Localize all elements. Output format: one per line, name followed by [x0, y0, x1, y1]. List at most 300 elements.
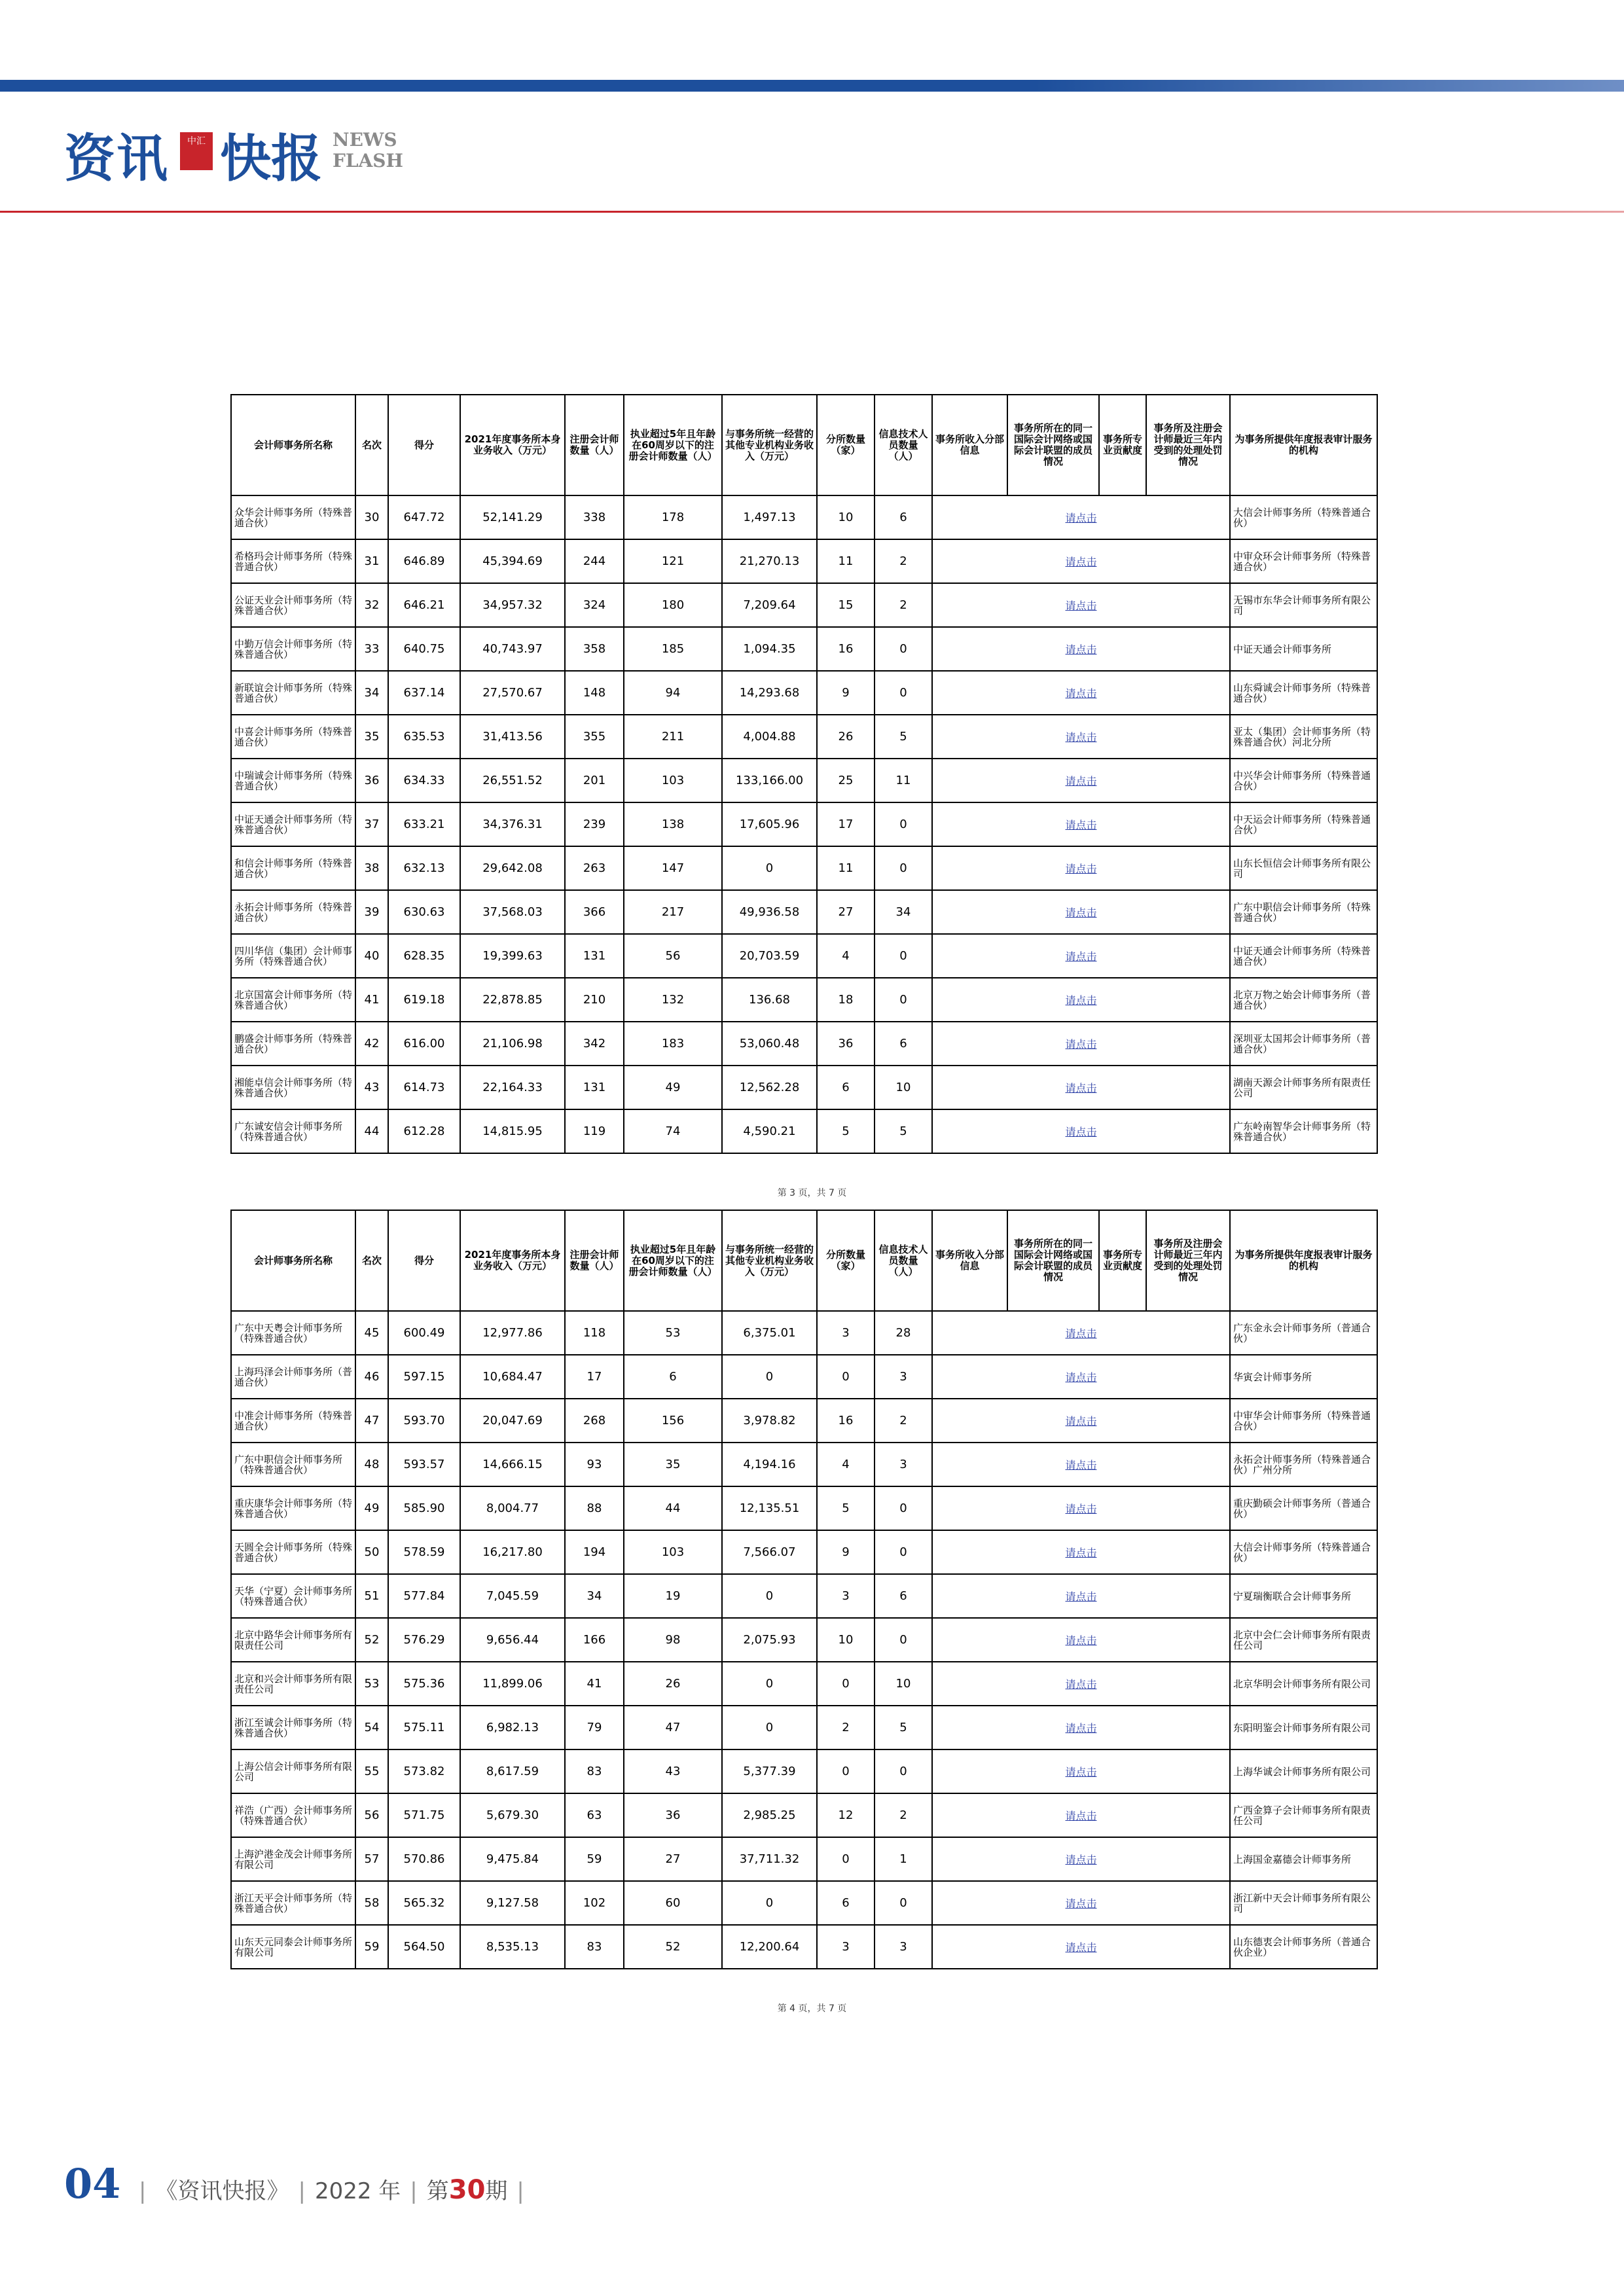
revenue-cell: 9,127.58: [460, 1881, 565, 1925]
score-cell: 619.18: [388, 978, 460, 1022]
cpa-count-cell: 34: [565, 1574, 624, 1618]
auditor-cell: 中证天通会计师事务所: [1230, 627, 1377, 671]
rank-cell: 51: [355, 1574, 388, 1618]
footer-issue-info: | 《资讯快报》 | 2022 年 | 第30期 |: [139, 2175, 524, 2205]
auditor-cell: 东阳明鉴会计师事务所有限公司: [1230, 1706, 1377, 1749]
cpa-count-cell: 102: [565, 1881, 624, 1925]
rank-cell: 50: [355, 1530, 388, 1574]
column-header: 事务所收入分部信息: [932, 395, 1007, 495]
table-row: [231, 671, 1377, 715]
branch-count-cell: 0: [817, 1355, 875, 1399]
affiliate-revenue-cell: 0: [722, 1355, 817, 1399]
senior-cpa-count-cell: 36: [624, 1793, 722, 1837]
branch-count-cell: 16: [817, 1399, 875, 1443]
cpa-count-cell: 268: [565, 1399, 624, 1443]
senior-cpa-count-cell: 147: [624, 846, 722, 890]
column-header: 2021年度事务所本身业务收入（万元）: [460, 395, 565, 495]
affiliate-revenue-cell: 2,075.93: [722, 1618, 817, 1662]
cpa-count-cell: 131: [565, 934, 624, 978]
details-link[interactable]: 请点击: [932, 583, 1230, 627]
affiliate-revenue-cell: 14,293.68: [722, 671, 817, 715]
score-cell: 576.29: [388, 1618, 460, 1662]
senior-cpa-count-cell: 19: [624, 1574, 722, 1618]
score-cell: 634.33: [388, 759, 460, 802]
score-cell: 612.28: [388, 1109, 460, 1153]
table-row: [231, 1066, 1377, 1109]
firm-name-cell: 上海沪港金茂会计师事务所有限公司: [231, 1837, 355, 1881]
firm-name-cell: 中喜会计师事务所（特殊普通合伙）: [231, 715, 355, 759]
cpa-count-cell: 93: [565, 1443, 624, 1486]
branch-count-cell: 3: [817, 1311, 875, 1355]
revenue-cell: 22,164.33: [460, 1066, 565, 1109]
senior-cpa-count-cell: 35: [624, 1443, 722, 1486]
column-header: 分所数量（家）: [817, 395, 875, 495]
it-staff-count-cell: 0: [875, 802, 932, 846]
rank-cell: 38: [355, 846, 388, 890]
details-link[interactable]: 请点击: [932, 802, 1230, 846]
table-row: [231, 1618, 1377, 1662]
score-cell: 600.49: [388, 1311, 460, 1355]
column-header: 执业超过5年且年龄在60周岁以下的注册会计师数量（人）: [624, 1210, 722, 1311]
revenue-cell: 21,106.98: [460, 1022, 565, 1066]
column-header: 事务所所在的同一国际会计网络或国际会计联盟的成员情况: [1007, 1210, 1099, 1311]
auditor-cell: 山东长恒信会计师事务所有限公司: [1230, 846, 1377, 890]
cpa-count-cell: 324: [565, 583, 624, 627]
firm-name-cell: 北京国富会计师事务所（特殊普通合伙）: [231, 978, 355, 1022]
it-staff-count-cell: 0: [875, 1486, 932, 1530]
firm-name-cell: 中证天通会计师事务所（特殊普通合伙）: [231, 802, 355, 846]
column-header: 为事务所提供年度报表审计服务的机构: [1230, 1210, 1377, 1311]
cpa-count-cell: 210: [565, 978, 624, 1022]
auditor-cell: 广西金算子会计师事务所有限责任公司: [1230, 1793, 1377, 1837]
senior-cpa-count-cell: 53: [624, 1311, 722, 1355]
senior-cpa-count-cell: 183: [624, 1022, 722, 1066]
column-header: 得分: [388, 395, 460, 495]
senior-cpa-count-cell: 43: [624, 1749, 722, 1793]
score-cell: 632.13: [388, 846, 460, 890]
details-link[interactable]: 请点击: [932, 1022, 1230, 1066]
senior-cpa-count-cell: 156: [624, 1399, 722, 1443]
revenue-cell: 16,217.80: [460, 1530, 565, 1574]
revenue-cell: 8,617.59: [460, 1749, 565, 1793]
brand-title-right: 快报: [220, 129, 323, 188]
affiliate-revenue-cell: 1,497.13: [722, 495, 817, 539]
senior-cpa-count-cell: 27: [624, 1837, 722, 1881]
column-header: 事务所专业贡献度: [1099, 395, 1146, 495]
auditor-cell: 宁夏瑞衡联合会计师事务所: [1230, 1574, 1377, 1618]
revenue-cell: 52,141.29: [460, 495, 565, 539]
score-cell: 578.59: [388, 1530, 460, 1574]
table-row: [231, 495, 1377, 539]
table-row: [231, 934, 1377, 978]
auditor-cell: 上海华诚会计师事务所有限公司: [1230, 1749, 1377, 1793]
senior-cpa-count-cell: 60: [624, 1881, 722, 1925]
affiliate-revenue-cell: 4,194.16: [722, 1443, 817, 1486]
details-link[interactable]: 请点击: [932, 934, 1230, 978]
branch-count-cell: 0: [817, 1662, 875, 1706]
rank-cell: 44: [355, 1109, 388, 1153]
firm-name-cell: 中勤万信会计师事务所（特殊普通合伙）: [231, 627, 355, 671]
revenue-cell: 11,899.06: [460, 1662, 565, 1706]
score-cell: 647.72: [388, 495, 460, 539]
details-link[interactable]: 请点击: [932, 1706, 1230, 1749]
rank-cell: 45: [355, 1311, 388, 1355]
table-row: [231, 1311, 1377, 1355]
affiliate-revenue-cell: 12,200.64: [722, 1925, 817, 1969]
firm-ranking-table-page-4: [230, 1210, 1378, 1969]
it-staff-count-cell: 0: [875, 1881, 932, 1925]
rank-cell: 39: [355, 890, 388, 934]
senior-cpa-count-cell: 217: [624, 890, 722, 934]
cpa-count-cell: 366: [565, 890, 624, 934]
rank-cell: 48: [355, 1443, 388, 1486]
details-link[interactable]: 请点击: [932, 1399, 1230, 1443]
affiliate-revenue-cell: 2,985.25: [722, 1793, 817, 1837]
table-row: [231, 759, 1377, 802]
auditor-cell: 中证天通会计师事务所（特殊普通合伙）: [1230, 934, 1377, 978]
revenue-cell: 19,399.63: [460, 934, 565, 978]
firm-name-cell: 公证天业会计师事务所（特殊普通合伙）: [231, 583, 355, 627]
details-link[interactable]: 请点击: [932, 495, 1230, 539]
cpa-count-cell: 358: [565, 627, 624, 671]
details-link[interactable]: 请点击: [932, 1793, 1230, 1837]
score-cell: 637.14: [388, 671, 460, 715]
affiliate-revenue-cell: 37,711.32: [722, 1837, 817, 1881]
column-header: 分所数量（家）: [817, 1210, 875, 1311]
it-staff-count-cell: 0: [875, 627, 932, 671]
firm-name-cell: 浙江天平会计师事务所（特殊普通合伙）: [231, 1881, 355, 1925]
it-staff-count-cell: 6: [875, 1574, 932, 1618]
it-staff-count-cell: 0: [875, 1530, 932, 1574]
details-link[interactable]: 请点击: [932, 715, 1230, 759]
affiliate-revenue-cell: 7,209.64: [722, 583, 817, 627]
affiliate-revenue-cell: 7,566.07: [722, 1530, 817, 1574]
table-header-row: [231, 395, 1377, 495]
revenue-cell: 12,977.86: [460, 1311, 565, 1355]
senior-cpa-count-cell: 178: [624, 495, 722, 539]
affiliate-revenue-cell: 1,094.35: [722, 627, 817, 671]
senior-cpa-count-cell: 47: [624, 1706, 722, 1749]
branch-count-cell: 2: [817, 1706, 875, 1749]
details-link[interactable]: 请点击: [932, 890, 1230, 934]
firm-name-cell: 广东中天粤会计师事务所（特殊普通合伙）: [231, 1311, 355, 1355]
branch-count-cell: 4: [817, 934, 875, 978]
column-header: 事务所及注册会计师最近三年内受到的处理处罚情况: [1146, 395, 1230, 495]
table-row: [231, 802, 1377, 846]
auditor-cell: 大信会计师事务所（特殊普通合伙）: [1230, 495, 1377, 539]
score-cell: 565.32: [388, 1881, 460, 1925]
branch-count-cell: 9: [817, 671, 875, 715]
rank-cell: 37: [355, 802, 388, 846]
cpa-count-cell: 244: [565, 539, 624, 583]
revenue-cell: 34,376.31: [460, 802, 565, 846]
details-link[interactable]: 请点击: [932, 1530, 1230, 1574]
score-cell: 646.89: [388, 539, 460, 583]
cpa-count-cell: 79: [565, 1706, 624, 1749]
rank-cell: 32: [355, 583, 388, 627]
auditor-cell: 广东金永会计师事务所（普通合伙）: [1230, 1311, 1377, 1355]
firm-name-cell: 广东中职信会计师事务所（特殊普通合伙）: [231, 1443, 355, 1486]
brand-seal-logo: 中汇: [180, 132, 213, 170]
senior-cpa-count-cell: 49: [624, 1066, 722, 1109]
senior-cpa-count-cell: 132: [624, 978, 722, 1022]
branch-count-cell: 17: [817, 802, 875, 846]
details-link[interactable]: 请点击: [932, 1881, 1230, 1925]
affiliate-revenue-cell: 0: [722, 1574, 817, 1618]
firm-name-cell: 新联谊会计师事务所（特殊普通合伙）: [231, 671, 355, 715]
revenue-cell: 20,047.69: [460, 1399, 565, 1443]
footer-issue-post: 期: [485, 2178, 508, 2204]
firm-ranking-table-page-3: [230, 394, 1378, 1154]
cpa-count-cell: 17: [565, 1355, 624, 1399]
column-header: 会计师事务所名称: [231, 395, 355, 495]
it-staff-count-cell: 0: [875, 846, 932, 890]
details-link[interactable]: 请点击: [932, 1662, 1230, 1706]
column-header: 事务所及注册会计师最近三年内受到的处理处罚情况: [1146, 1210, 1230, 1311]
score-cell: 646.21: [388, 583, 460, 627]
affiliate-revenue-cell: 4,590.21: [722, 1109, 817, 1153]
rank-cell: 34: [355, 671, 388, 715]
branch-count-cell: 4: [817, 1443, 875, 1486]
cpa-count-cell: 88: [565, 1486, 624, 1530]
table-row: [231, 1837, 1377, 1881]
cpa-count-cell: 118: [565, 1311, 624, 1355]
cpa-count-cell: 342: [565, 1022, 624, 1066]
affiliate-revenue-cell: 0: [722, 1662, 817, 1706]
column-header: 会计师事务所名称: [231, 1210, 355, 1311]
score-cell: 575.11: [388, 1706, 460, 1749]
rank-cell: 49: [355, 1486, 388, 1530]
senior-cpa-count-cell: 138: [624, 802, 722, 846]
auditor-cell: 中审华会计师事务所（特殊普通合伙）: [1230, 1399, 1377, 1443]
branch-count-cell: 16: [817, 627, 875, 671]
auditor-cell: 重庆勤硕会计师事务所（普通合伙）: [1230, 1486, 1377, 1530]
affiliate-revenue-cell: 12,135.51: [722, 1486, 817, 1530]
affiliate-revenue-cell: 5,377.39: [722, 1749, 817, 1793]
rank-cell: 55: [355, 1749, 388, 1793]
cpa-count-cell: 355: [565, 715, 624, 759]
details-link[interactable]: 请点击: [932, 1066, 1230, 1109]
cpa-count-cell: 166: [565, 1618, 624, 1662]
senior-cpa-count-cell: 103: [624, 1530, 722, 1574]
score-cell: 630.63: [388, 890, 460, 934]
senior-cpa-count-cell: 6: [624, 1355, 722, 1399]
page-number-label-3: 第 3 页，共 7 页: [777, 1188, 847, 1198]
senior-cpa-count-cell: 103: [624, 759, 722, 802]
it-staff-count-cell: 11: [875, 759, 932, 802]
revenue-cell: 37,568.03: [460, 890, 565, 934]
cpa-count-cell: 148: [565, 671, 624, 715]
details-link[interactable]: 请点击: [932, 1486, 1230, 1530]
branch-count-cell: 10: [817, 495, 875, 539]
details-link[interactable]: 请点击: [932, 671, 1230, 715]
score-cell: 593.57: [388, 1443, 460, 1486]
score-cell: 633.21: [388, 802, 460, 846]
table-row: [231, 1022, 1377, 1066]
details-link[interactable]: 请点击: [932, 1837, 1230, 1881]
senior-cpa-count-cell: 56: [624, 934, 722, 978]
details-link[interactable]: 请点击: [932, 978, 1230, 1022]
rank-cell: 56: [355, 1793, 388, 1837]
column-header: 2021年度事务所本身业务收入（万元）: [460, 1210, 565, 1311]
auditor-cell: 中天运会计师事务所（特殊普通合伙）: [1230, 802, 1377, 846]
details-link[interactable]: 请点击: [932, 1443, 1230, 1486]
it-staff-count-cell: 5: [875, 1706, 932, 1749]
table-row: [231, 1574, 1377, 1618]
details-link[interactable]: 请点击: [932, 627, 1230, 671]
table-row: [231, 1881, 1377, 1925]
auditor-cell: 北京万物之始会计师事务所（普通合伙）: [1230, 978, 1377, 1022]
affiliate-revenue-cell: 3,978.82: [722, 1399, 817, 1443]
table-row: [231, 1530, 1377, 1574]
score-cell: 593.70: [388, 1399, 460, 1443]
revenue-cell: 40,743.97: [460, 627, 565, 671]
cpa-count-cell: 59: [565, 1837, 624, 1881]
details-link[interactable]: 请点击: [932, 1574, 1230, 1618]
rank-cell: 57: [355, 1837, 388, 1881]
senior-cpa-count-cell: 26: [624, 1662, 722, 1706]
auditor-cell: 上海国金嘉德会计师事务所: [1230, 1837, 1377, 1881]
table-row: [231, 539, 1377, 583]
column-header: 执业超过5年且年龄在60周岁以下的注册会计师数量（人）: [624, 395, 722, 495]
brand-title-left: 资讯: [64, 129, 170, 188]
it-staff-count-cell: 10: [875, 1066, 932, 1109]
details-link[interactable]: 请点击: [932, 1355, 1230, 1399]
it-staff-count-cell: 5: [875, 1109, 932, 1153]
branch-count-cell: 3: [817, 1925, 875, 1969]
table-row: [231, 1749, 1377, 1793]
footer-year: 2022 年: [314, 2178, 401, 2204]
brand-english-line-2: FLASH: [333, 150, 403, 171]
score-cell: 585.90: [388, 1486, 460, 1530]
affiliate-revenue-cell: 49,936.58: [722, 890, 817, 934]
firm-name-cell: 四川华信（集团）会计师事务所（特殊普通合伙）: [231, 934, 355, 978]
auditor-cell: 中审众环会计师事务所（特殊普通合伙）: [1230, 539, 1377, 583]
firm-name-cell: 上海公信会计师事务所有限公司: [231, 1749, 355, 1793]
revenue-cell: 6,982.13: [460, 1706, 565, 1749]
revenue-cell: 14,815.95: [460, 1109, 565, 1153]
affiliate-revenue-cell: 6,375.01: [722, 1311, 817, 1355]
table-row: [231, 1399, 1377, 1443]
branch-count-cell: 26: [817, 715, 875, 759]
branch-count-cell: 27: [817, 890, 875, 934]
rank-cell: 58: [355, 1881, 388, 1925]
senior-cpa-count-cell: 98: [624, 1618, 722, 1662]
column-header: 名次: [355, 1210, 388, 1311]
firm-name-cell: 广东诚安信会计师事务所（特殊普通合伙）: [231, 1109, 355, 1153]
firm-name-cell: 中瑞诚会计师事务所（特殊普通合伙）: [231, 759, 355, 802]
score-cell: 640.75: [388, 627, 460, 671]
cpa-count-cell: 239: [565, 802, 624, 846]
rank-cell: 47: [355, 1399, 388, 1443]
it-staff-count-cell: 0: [875, 1618, 932, 1662]
details-link[interactable]: 请点击: [932, 759, 1230, 802]
rank-cell: 31: [355, 539, 388, 583]
branch-count-cell: 12: [817, 1793, 875, 1837]
firm-name-cell: 众华会计师事务所（特殊普通合伙）: [231, 495, 355, 539]
rank-cell: 36: [355, 759, 388, 802]
column-header: 事务所所在的同一国际会计网络或国际会计联盟的成员情况: [1007, 395, 1099, 495]
details-link[interactable]: 请点击: [932, 1109, 1230, 1153]
revenue-cell: 45,394.69: [460, 539, 565, 583]
details-link[interactable]: 请点击: [932, 1311, 1230, 1355]
details-link[interactable]: 请点击: [932, 846, 1230, 890]
branch-count-cell: 18: [817, 978, 875, 1022]
revenue-cell: 29,642.08: [460, 846, 565, 890]
branch-count-cell: 25: [817, 759, 875, 802]
column-header: 注册会计师数量（人）: [565, 395, 624, 495]
auditor-cell: 浙江新中天会计师事务所有限公司: [1230, 1881, 1377, 1925]
affiliate-revenue-cell: 20,703.59: [722, 934, 817, 978]
firm-name-cell: 北京中路华会计师事务所有限责任公司: [231, 1618, 355, 1662]
firm-name-cell: 上海玛泽会计师事务所（普通合伙）: [231, 1355, 355, 1399]
revenue-cell: 14,666.15: [460, 1443, 565, 1486]
score-cell: 564.50: [388, 1925, 460, 1969]
cpa-count-cell: 201: [565, 759, 624, 802]
table-row: [231, 846, 1377, 890]
table-header-row: [231, 1210, 1377, 1311]
revenue-cell: 7,045.59: [460, 1574, 565, 1618]
senior-cpa-count-cell: 121: [624, 539, 722, 583]
score-cell: 570.86: [388, 1837, 460, 1881]
revenue-cell: 22,878.85: [460, 978, 565, 1022]
firm-name-cell: 祥浩（广西）会计师事务所（特殊普通合伙）: [231, 1793, 355, 1837]
column-header: 信息技术人员数量（人）: [875, 1210, 932, 1311]
details-link[interactable]: 请点击: [932, 1749, 1230, 1793]
details-link[interactable]: 请点击: [932, 539, 1230, 583]
score-cell: 575.36: [388, 1662, 460, 1706]
auditor-cell: 无锡市东华会计师事务所有限公司: [1230, 583, 1377, 627]
column-header: 注册会计师数量（人）: [565, 1210, 624, 1311]
branch-count-cell: 6: [817, 1066, 875, 1109]
details-link[interactable]: 请点击: [932, 1925, 1230, 1969]
cpa-count-cell: 83: [565, 1749, 624, 1793]
branch-count-cell: 3: [817, 1574, 875, 1618]
affiliate-revenue-cell: 12,562.28: [722, 1066, 817, 1109]
details-link[interactable]: 请点击: [932, 1618, 1230, 1662]
table-row: [231, 1109, 1377, 1153]
it-staff-count-cell: 2: [875, 1399, 932, 1443]
brand-english: [333, 130, 403, 171]
affiliate-revenue-cell: 136.68: [722, 978, 817, 1022]
affiliate-revenue-cell: 21,270.13: [722, 539, 817, 583]
it-staff-count-cell: 5: [875, 715, 932, 759]
it-staff-count-cell: 0: [875, 1749, 932, 1793]
revenue-cell: 9,656.44: [460, 1618, 565, 1662]
auditor-cell: 北京华明会计师事务所有限公司: [1230, 1662, 1377, 1706]
senior-cpa-count-cell: 44: [624, 1486, 722, 1530]
table-row: [231, 1662, 1377, 1706]
score-cell: 614.73: [388, 1066, 460, 1109]
score-cell: 571.75: [388, 1793, 460, 1837]
table-row: [231, 1355, 1377, 1399]
header-top-bar: [0, 80, 1624, 92]
it-staff-count-cell: 6: [875, 495, 932, 539]
revenue-cell: 34,957.32: [460, 583, 565, 627]
it-staff-count-cell: 3: [875, 1355, 932, 1399]
it-staff-count-cell: 2: [875, 1793, 932, 1837]
auditor-cell: 永拓会计师事务所（特殊普通合伙）广州分所: [1230, 1443, 1377, 1486]
auditor-cell: 北京中会仁会计师事务所有限责任公司: [1230, 1618, 1377, 1662]
it-staff-count-cell: 2: [875, 539, 932, 583]
firm-name-cell: 山东天元同泰会计师事务所有限公司: [231, 1925, 355, 1969]
cpa-count-cell: 263: [565, 846, 624, 890]
rank-cell: 41: [355, 978, 388, 1022]
auditor-cell: 广东中职信会计师事务所（特殊普通合伙）: [1230, 890, 1377, 934]
firm-name-cell: 希格玛会计师事务所（特殊普通合伙）: [231, 539, 355, 583]
table-row: [231, 1706, 1377, 1749]
branch-count-cell: 5: [817, 1109, 875, 1153]
